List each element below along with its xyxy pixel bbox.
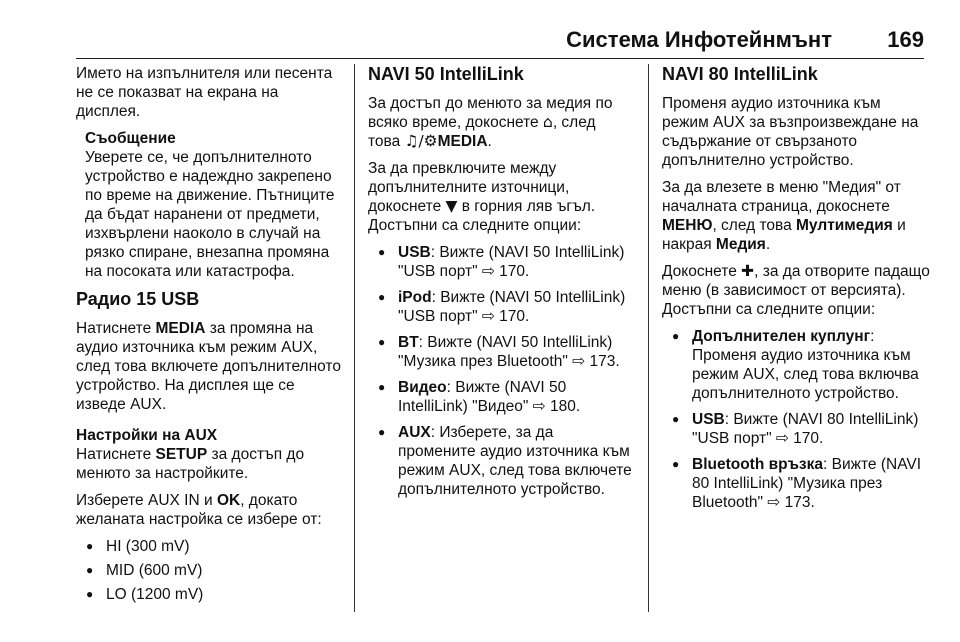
navi50-paragraph-2: За да превключите между допълнителните източници, докоснете ▼ в горния ляв ъгъл. Достъпни са следните опции: xyxy=(368,160,596,234)
media-key: MEDIA xyxy=(155,320,206,337)
heading-aux-settings: Настройки на AUX xyxy=(76,427,218,444)
triangle-down-icon: ▼ xyxy=(445,197,458,215)
page-number: 169 xyxy=(887,27,924,52)
list-item: ● iPod: Вижте (NAVI 50 IntelliLink) "USB порт" ⇨ 170. xyxy=(368,288,632,326)
list-item: ● AUX: Изберете, за да промените аудио източника към режим AUX, след това включете допълнителното устройство. xyxy=(368,423,632,499)
media-key: MEDIA xyxy=(437,133,488,150)
multimedia-key: Мултимедия xyxy=(796,217,893,234)
setup-key: SETUP xyxy=(155,446,208,463)
heading-navi-80: NAVI 80 IntelliLink xyxy=(662,64,818,84)
column-left xyxy=(76,64,344,609)
select-paragraph: Изберете AUX IN и OK, докато желаната настройка се избере от: xyxy=(76,492,322,528)
list-item: ● MID (600 mV) xyxy=(76,561,344,580)
column-divider xyxy=(648,64,649,612)
note-heading: Съобщение xyxy=(85,130,176,147)
navi50-options-list xyxy=(368,243,632,499)
plus-icon: ✚ xyxy=(741,262,755,280)
column-middle xyxy=(368,64,632,506)
page-header xyxy=(76,26,924,59)
note-box xyxy=(85,129,344,281)
radio-paragraph: Натиснете MEDIA за промяна на аудио източника към режим AUX, след това включете допълнителното устройство. На дисплея ще се изведе AUX. xyxy=(76,320,341,413)
ok-key: OK xyxy=(216,492,241,509)
list-item: ● Видео: Вижте (NAVI 50 IntelliLink) "Видео" ⇨ 180. xyxy=(368,378,632,416)
list-item: ● BT: Вижте (NAVI 50 IntelliLink) "Музика през Bluetooth" ⇨ 173. xyxy=(368,333,632,371)
level-list xyxy=(76,537,344,604)
navi80-paragraph-2: За да влезете в меню "Медия" от началната страница, докоснете МЕНЮ, след това Мултимедия и накрая Медия. xyxy=(662,179,906,253)
navi80-paragraph-1: Променя аудио източника към режим AUX за възпроизвеждане на съдържание от свързаното допълнително устройство. xyxy=(662,95,919,169)
navi80-paragraph-3: Докоснете ✚, за да отворите падащо меню (в зависимост от версията). Достъпни са следните опции: xyxy=(662,262,930,318)
column-right xyxy=(662,64,930,519)
media-key: Медия xyxy=(715,236,766,253)
navi50-paragraph-1: За достъп до менюто за медия по всяко време, докоснете ⌂, след това ♫/⚙MEDIA. xyxy=(368,95,613,150)
list-item: ● USB: Вижте (NAVI 50 IntelliLink) "USB порт" ⇨ 170. xyxy=(368,243,632,281)
intro-paragraph: Името на изпълнителя или песента не се показват на екрана на дисплея. xyxy=(76,65,333,120)
list-item: ● USB: Вижте (NAVI 80 IntelliLink) "USB порт" ⇨ 170. xyxy=(662,410,930,448)
section-title: Система Инфотейнмънт xyxy=(566,27,832,52)
list-item: ● Bluetooth връзка: Вижте (NAVI 80 IntelliLink) "Музика през Bluetooth" ⇨ 173. xyxy=(662,455,930,512)
media-icon: ♫/⚙ xyxy=(404,132,438,150)
list-item: ● LO (1200 mV) xyxy=(76,585,344,604)
column-divider xyxy=(354,64,355,612)
menu-key: МЕНЮ xyxy=(662,217,713,234)
home-icon: ⌂ xyxy=(542,113,553,131)
heading-navi-50: NAVI 50 IntelliLink xyxy=(368,64,524,84)
note-text: Уверете се, че допълнителното устройство е надеждно закрепено по време на движение. Пътниците да бъдат наранени от предмети, изхвърлени наоколо в случай на рязко спиране, внезапна промяна на посоката или катастрофа. xyxy=(85,149,335,280)
heading-radio-15-usb: Радио 15 USB xyxy=(76,289,200,309)
aux-paragraph: Натиснете SETUP за достъп до менюто за настройките. xyxy=(76,446,305,482)
list-item: ● HI (300 mV) xyxy=(76,537,344,556)
list-item: ● Допълнителен куплунг: Променя аудио източника към режим AUX, след това включва допълнителното устройство. xyxy=(662,327,930,403)
navi80-options-list xyxy=(662,327,930,512)
